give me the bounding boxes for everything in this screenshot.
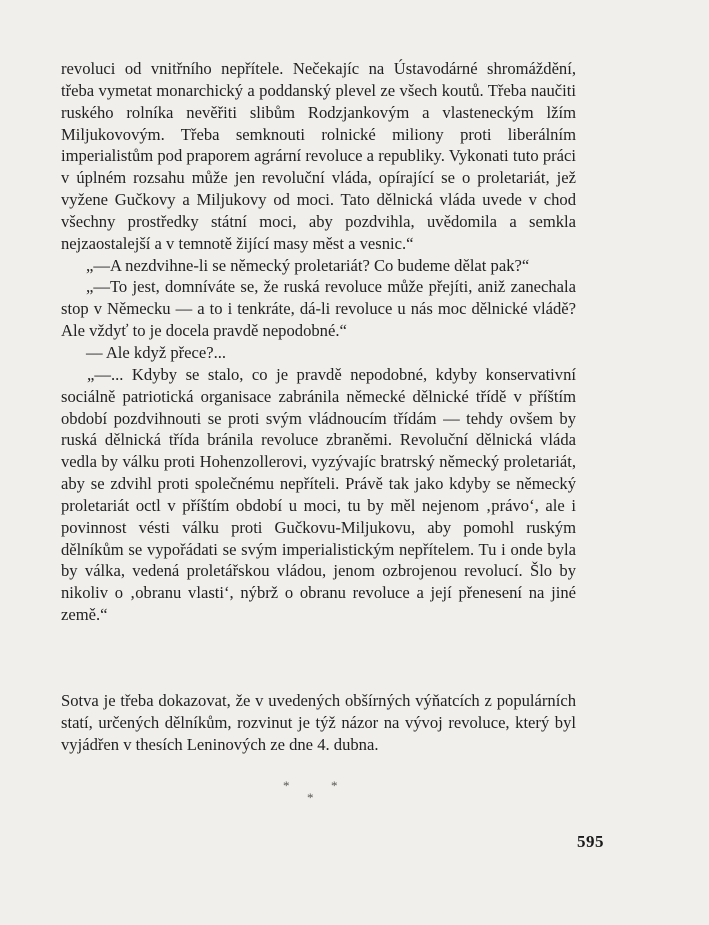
separator-star: * <box>283 778 290 793</box>
quoted-passage <box>61 58 576 626</box>
quote-paragraph-3: „—To jest, domníváte se, že ruská revoluce může přejíti, aniž zanechala stop v Německu — a to i tenkráte, dá-li revoluce u nás moc dělnické vládě? Ale vždyť to je docela pravdě nepodobné.“ <box>61 277 576 341</box>
quote-paragraph-2: „—A nezdvihne-li se německý proletariát? Co budeme dělat pak?“ <box>86 255 530 275</box>
quote-paragraph-5: „—... Kdyby se stalo, co je pravdě nepodobné, kdyby konservativní sociálně patriotická organisace zabránila německé dělnické třídě v příštím období pozdvihnouti se proti svým vládnoucím třídám — tehdy ovšem by ruská dělnická třída bránila revoluce zbraněmi. Revoluční dělnická vláda vedla by válku proti Hohenzollerovi, vyzývajíc bratrský německý proletariát, aby se zdvihl proti společnému nepříteli. Právě tak jako kdyby se německý proletariát octl v příštím období u moci, tu by měl nejenom ‚právo‘, ale i povinnost vésti válku proti Gučkovu-Miljukovu, aby pomohl ruským dělníkům se vypořádati se svým imperialistickým nepřítelem. Tu i onde byla by válka, vedená proletářskou vládou, jenom ozbrojenou revolucí. Šlo by nikoliv o ‚obranu vlasti‘, nýbrž o obranu revoluce a její přenesení na jiné země.“ <box>61 364 576 625</box>
section-separator <box>278 778 348 808</box>
quote-paragraph-1: revoluci od vnitřního nepřítele. Nečekajíc na Ústavodárné shromáždění, třeba vymetat monarchický a poddanský plevel ze všech koutů. Třeba naučiti ruského rolníka nevěřiti slibům Rodzjankovým a vlasteneckým lžím Miljukovovým. Třeba semknouti rolnické miliony proti liberálním imperialistům pod praporem agrární revoluce a republiky. Vykonati tuto práci v úplném rozsahu může jen revoluční vláda, opírající se o proletariát, jež vyžene Gučkovy a Miljukovy od moci. Tato dělnická vláda uvede v chod všechny prostředky státní moci, aby pozdvihla, uvědomila a semkla nejzaostalejší a v temnotě žijící masy měst a vesnic.“ <box>61 59 576 253</box>
separator-star: * <box>307 790 314 805</box>
closing-paragraph: Sotva je třeba dokazovat, že v uvedených obšírných výňatcích z populárních statí, určených dělníkům, rozvinut je týž názor na vývoj revoluce, který byl vyjádřen v thesích Leninových ze dne 4. dubna. <box>61 691 576 754</box>
page-number: 595 <box>577 832 604 851</box>
separator-star: * <box>331 778 338 793</box>
quote-paragraph-4: — Ale když přece?... <box>86 342 227 362</box>
